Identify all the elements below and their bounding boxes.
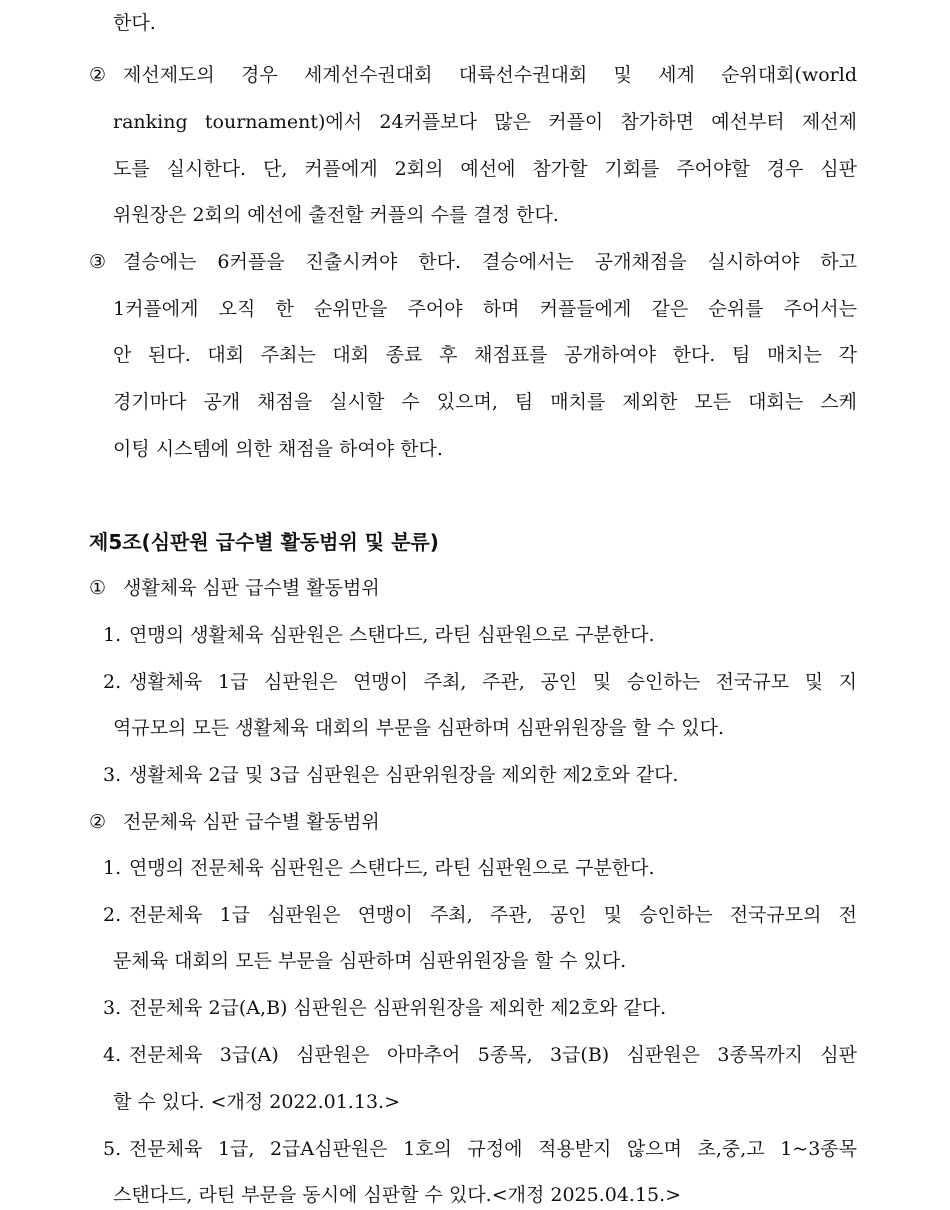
section-1-title [89,573,789,603]
paragraph-text: 제선제도의 경우 세계선수권대회 대륙선수권대회 및 세계 순위대회(world [123,64,857,86]
circled-number-3: ③ [89,251,107,273]
section-1-item-1 [103,620,857,650]
paragraph-3-line-5: 이팅 시스템에 의한 채점을 하여야 한다. [113,438,443,460]
paragraph-2-line-3: 도를 실시한다. 단, 커플에게 2회의 예선에 참가할 기회를 주어야할 경우 심판 [113,158,857,180]
item-number: 3. [103,997,122,1019]
item-number: 3. [103,764,122,786]
paragraph-continuation: 한다. [113,12,156,34]
section-2-item-5-line-1 [103,1134,857,1164]
section-title-text: 전문체육 심판 급수별 활동범위 [123,811,380,833]
item-number: 4. [103,1044,122,1066]
section-1-item-3 [103,760,857,790]
article-5-title: 제5조(심판원 급수별 활동범위 및 분류) [89,530,439,554]
item-number: 1. [103,624,122,646]
item-text: 전문체육 2급(A,B) 심판원은 심판위원장을 제외한 제2호와 같다. [129,997,667,1019]
item-text: 생활체육 2급 및 3급 심판원은 심판위원장을 제외한 제2호와 같다. [129,764,679,786]
section-1-item-2-line-1 [103,667,857,697]
item-number: 5. [103,1138,122,1160]
item-text: 전문체육 1급 심판원은 연맹이 주최, 주관, 공인 및 승인하는 전국규모의 전 [129,904,857,926]
item-text: 연맹의 전문체육 심판원은 스탠다드, 라틴 심판원으로 구분한다. [129,857,655,879]
paragraph-3-line-4: 경기마다 공개 채점을 실시할 수 있으며, 팀 매치를 제외한 모든 대회는 스케 [113,391,857,413]
paragraph-2-line-1 [89,60,857,90]
circled-number-1: ① [89,577,107,599]
paragraph-3-line-1 [89,247,857,277]
circled-number-2: ② [89,811,107,833]
section-2-item-3 [103,993,857,1023]
section-2-item-2-line-2: 문체육 대회의 모든 부문을 심판하며 심판위원장을 할 수 있다. [113,950,627,972]
item-text: 연맹의 생활체육 심판원은 스탠다드, 라틴 심판원으로 구분한다. [129,624,655,646]
item-text: 전문체육 1급, 2급A심판원은 1호의 규정에 적용받지 않으며 초,중,고 1~3종목 [129,1138,857,1160]
item-number: 2. [103,904,122,926]
section-2-item-1 [103,853,857,883]
paragraph-2-line-4: 위원장은 2회의 예선에 출전할 커플의 수를 결정 한다. [113,204,559,226]
item-text: 전문체육 3급(A) 심판원은 아마추어 5종목, 3급(B) 심판원은 3종목까지 심판 [129,1044,857,1066]
section-2-item-4-line-1 [103,1040,857,1070]
item-number: 2. [103,671,122,693]
circled-number-2: ② [89,64,107,86]
paragraph-2-line-2: ranking tournament)에서 24커플보다 많은 커플이 참가하면 예선부터 제선제 [113,111,857,133]
paragraph-text: 결승에는 6커플을 진출시켜야 한다. 결승에서는 공개채점을 실시하여야 하고 [123,251,857,273]
section-2-item-4-line-2: 할 수 있다. <개정 2022.01.13.> [113,1091,400,1113]
section-title-text: 생활체육 심판 급수별 활동범위 [123,577,380,599]
section-2-item-5-line-2: 스탠다드, 라틴 부문을 동시에 심판할 수 있다.<개정 2025.04.15.> [113,1184,682,1206]
paragraph-3-line-2: 1커플에게 오직 한 순위만을 주어야 하며 커플들에게 같은 순위를 주어서는 [113,298,857,320]
paragraph-3-line-3: 안 된다. 대회 주최는 대회 종료 후 채점표를 공개하여야 한다. 팀 매치는 각 [113,344,857,366]
section-2-title [89,807,789,837]
section-2-item-2-line-1 [103,900,857,930]
section-1-item-2-line-2: 역규모의 모든 생활체육 대회의 부문을 심판하며 심판위원장을 할 수 있다. [113,717,725,739]
item-number: 1. [103,857,122,879]
item-text: 생활체육 1급 심판원은 연맹이 주최, 주관, 공인 및 승인하는 전국규모 및 지 [129,671,857,693]
